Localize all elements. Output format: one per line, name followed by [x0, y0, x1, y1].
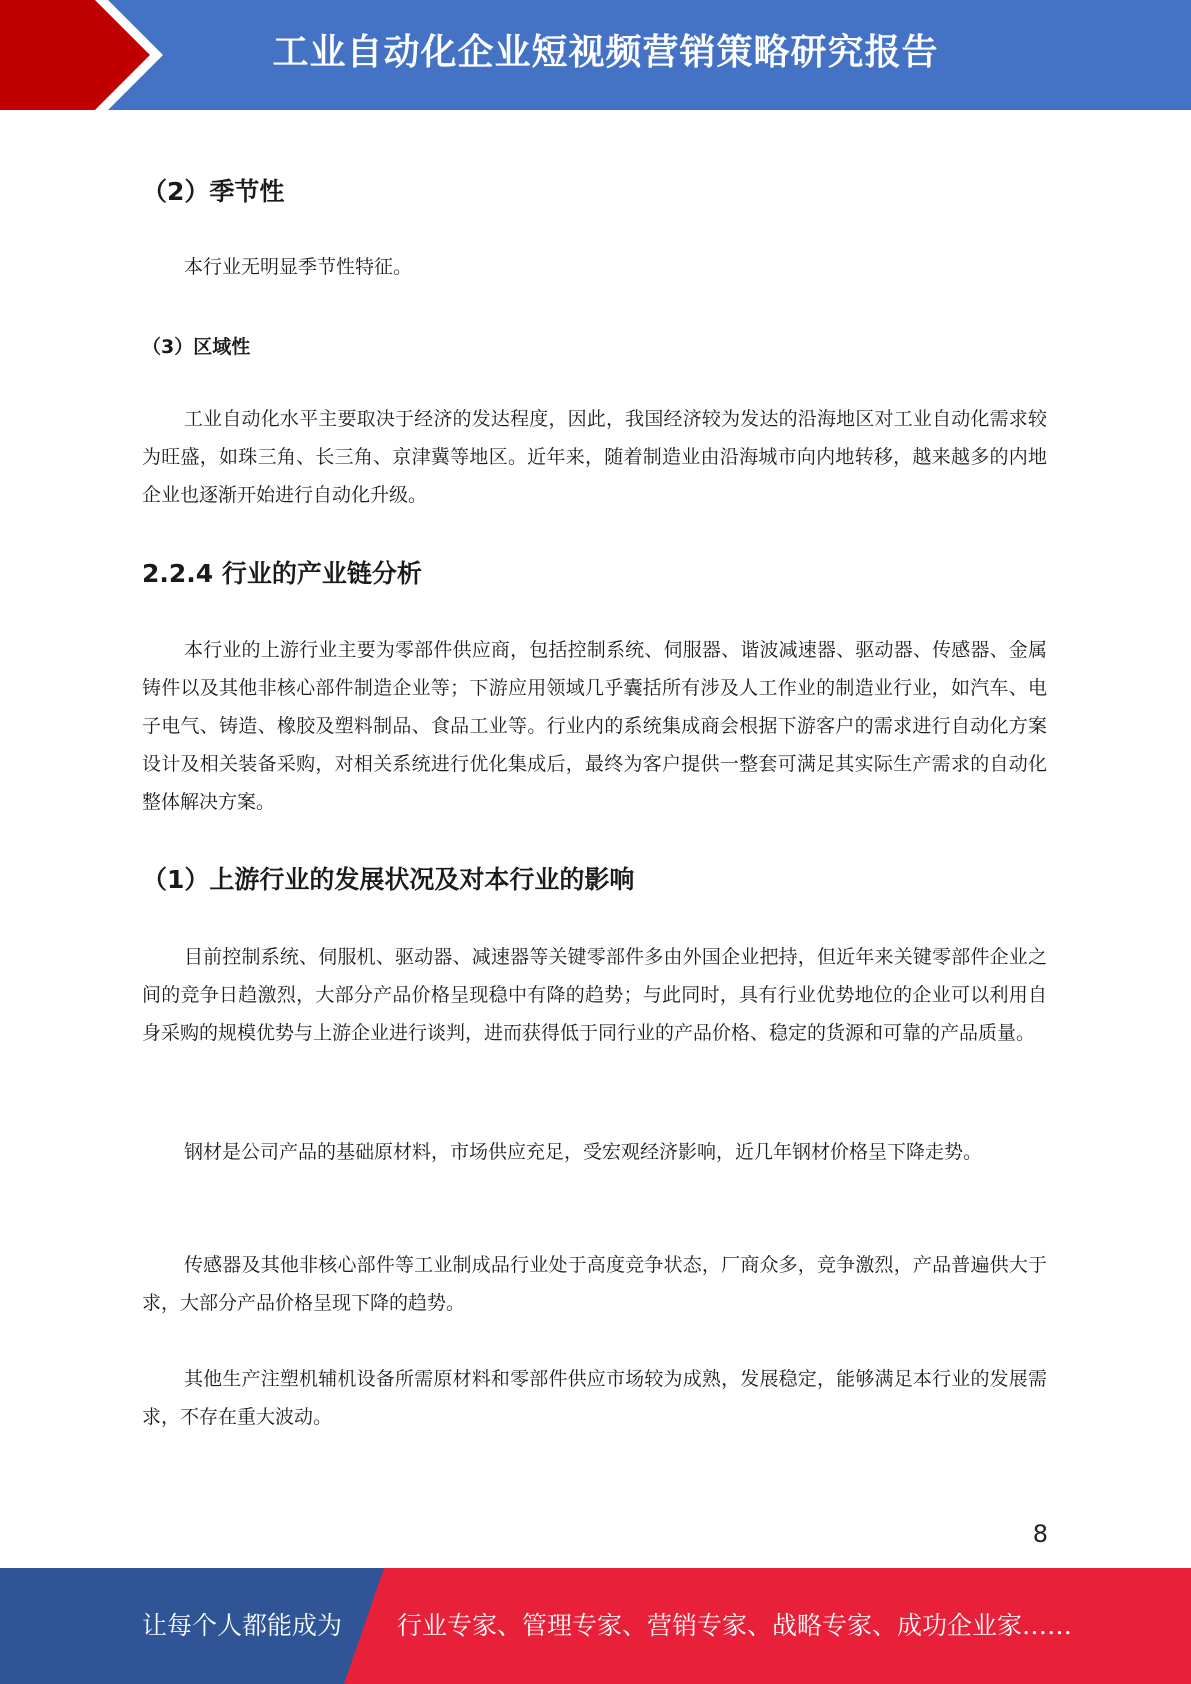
paragraph-upstream-3: 传感器及其他非核心部件等工业制成品行业处于高度竞争状态，厂商众多，竞争激烈，产品普遍供大于求，大部分产品价格呈现下降的趋势。: [142, 1254, 1047, 1314]
paragraph-upstream-1: 目前控制系统、伺服机、驱动器、减速器等关键零部件多由外国企业把持，但近年来关键零部件企业之间的竞争日趋激烈，大部分产品价格呈现稳中有降的趋势；与此同时，具有行业优势地位的企业可以利用自身采购的规模优势与上游企业进行谈判，进而获得低于同行业的产品价格、稳定的货源和可靠的产品质量。: [142, 946, 1047, 1044]
page-footer: [0, 1568, 1191, 1684]
heading-upstream: （1）上游行业的发展状况及对本行业的影响: [142, 865, 635, 894]
paragraph-upstream-2: 钢材是公司产品的基础原材料，市场供应充足，受宏观经济影响，近几年钢材价格呈下降走势。: [184, 1141, 983, 1163]
report-title: 工业自动化企业短视频营销策略研究报告: [272, 32, 939, 73]
footer-slogan-right: 行业专家、管理专家、营销专家、战略专家、成功企业家……: [397, 1611, 1073, 1640]
heading-regionality: （3）区域性: [142, 336, 251, 358]
page-header: [0, 0, 1191, 110]
paragraph-seasonality: 本行业无明显季节性特征。: [184, 256, 413, 278]
heading-industry-chain: 2.2.4 行业的产业链分析: [142, 559, 422, 588]
footer-slogan-left: 让每个人都能成为: [142, 1611, 343, 1640]
heading-seasonality: （2）季节性: [142, 177, 285, 206]
paragraph-regionality: 工业自动化水平主要取决于经济的发达程度，因此，我国经济较为发达的沿海地区对工业自动化需求较为旺盛，如珠三角、长三角、京津冀等地区。近年来，随着制造业由沿海城市向内地转移，越来越多的内地企业也逐渐开始进行自动化升级。: [142, 408, 1047, 506]
paragraph-upstream-4: 其他生产注塑机辅机设备所需原材料和零部件供应市场较为成熟，发展稳定，能够满足本行业的发展需求，不存在重大波动。: [142, 1368, 1047, 1428]
page-number: 8: [1032, 1520, 1048, 1548]
paragraph-industry-chain: 本行业的上游行业主要为零部件供应商，包括控制系统、伺服器、谐波减速器、驱动器、传感器、金属铸件以及其他非核心部件制造企业等；下游应用领域几乎囊括所有涉及人工作业的制造业行业，如汽车、电子电气、铸造、橡胶及塑料制品、食品工业等。行业内的系统集成商会根据下游客户的需求进行自动化方案设计及相关装备采购，对相关系统进行优化集成后，最终为客户提供一整套可满足其实际生产需求的自动化整体解决方案。: [142, 639, 1047, 813]
